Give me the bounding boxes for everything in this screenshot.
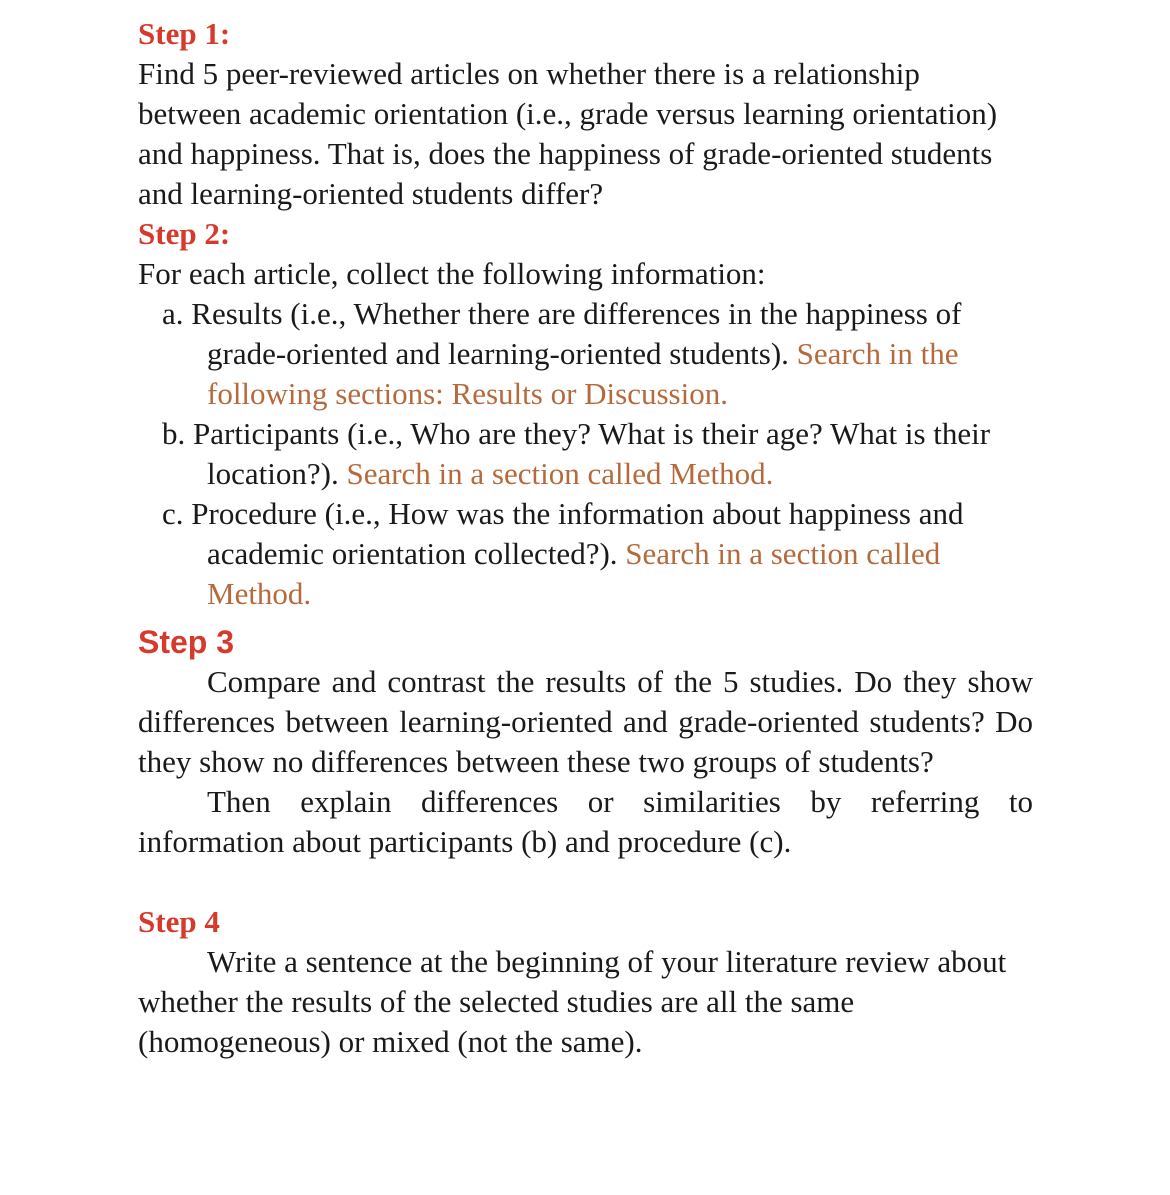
step2-heading: Step 2: (138, 216, 231, 251)
search-hint: Search in the following sections: Results or Discussion. (207, 336, 959, 411)
step3-heading: Step 3 (138, 624, 235, 660)
search-hint: Search in a section called Method. (346, 456, 774, 491)
step4-paragraph: Write a sentence at the beginning of your literature review about whether the results of the selected studies are all the same (homogeneous) or mixed (not the same). (138, 944, 1007, 1059)
step2-intro: For each article, collect the following information: (138, 256, 766, 291)
list-item-text: Participants (i.e., Who are they? What is their age? What is their location?). (193, 416, 991, 491)
step1-heading: Step 1: (138, 16, 231, 51)
document (138, 14, 1033, 1062)
list-marker: a. (162, 296, 184, 331)
list-marker: b. (162, 416, 186, 451)
step2-list (162, 294, 1033, 614)
list-item-a (162, 294, 1033, 414)
list-item-text: Results (i.e., Whether there are differences in the happiness of grade-oriented and learning-oriented students). (191, 296, 962, 371)
list-marker: c. (162, 496, 184, 531)
step4-heading: Step 4 (138, 904, 220, 939)
search-hint: Search in a section called Method. (207, 536, 941, 611)
list-item-b (162, 414, 1033, 494)
step3-paragraph-2: Then explain differences or similarities by referring to information about participants (b) and procedure (c). (138, 784, 1033, 859)
list-item-c (162, 494, 1033, 614)
step1-text: Find 5 peer-reviewed articles on whether there is a relationship between academic orientation (i.e., grade versus learning orientation) and happiness. That is, does the happiness of grade-oriented students and learning-oriented students differ? (138, 56, 998, 211)
list-item-text: Procedure (i.e., How was the information about happiness and academic orientation collected?). (191, 496, 964, 571)
step3-paragraph-1: Compare and contrast the results of the 5 studies. Do they show differences between learning-oriented and grade-oriented students? Do they show no differences between these two groups of students? (138, 664, 1033, 779)
spacer (138, 862, 1033, 902)
